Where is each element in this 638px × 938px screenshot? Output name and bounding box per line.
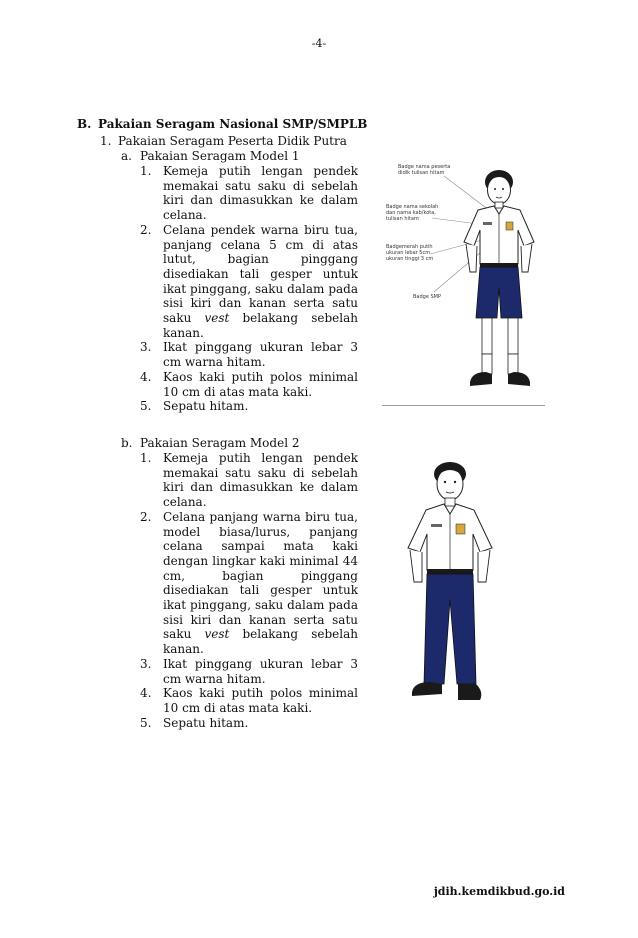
- item-number: 5.: [140, 399, 152, 414]
- item-italic: vest: [204, 311, 230, 326]
- section-title: Pakaian Seragam Nasional SMP/SMPLB: [98, 117, 368, 131]
- callout-badge-red: [386, 244, 433, 262]
- item-text: Kaos kaki putih polos minimal 10 cm di atas mata kaki.: [163, 686, 358, 715]
- item-number: 2.: [140, 509, 152, 524]
- item-text: belakang sebelah kanan.: [163, 627, 358, 657]
- section-letter: B.: [77, 117, 92, 131]
- item-text: Ikat pinggang ukuran lebar 3 cm warna hitam.: [163, 340, 358, 370]
- item-text: Ikat pinggang ukuran lebar 3 cm warna hitam.: [163, 656, 358, 686]
- callout-line: ukuran lebar 5cm: [386, 250, 431, 256]
- item-italic: vest: [204, 627, 230, 642]
- item-number: 1.: [140, 164, 152, 178]
- item-text: belakang sebelah kanan.: [163, 311, 358, 340]
- uniform-model1-illustration: [382, 160, 552, 400]
- figure-divider: [382, 405, 545, 406]
- list-item: [140, 164, 358, 223]
- callout-line: tulisan hitam: [386, 216, 419, 222]
- list-item: [140, 657, 358, 686]
- callout-line: Badge SMP: [413, 294, 442, 300]
- list-item: [140, 340, 358, 369]
- item-number: 3.: [140, 656, 152, 671]
- page-number: -4-: [311, 37, 327, 50]
- footer-url: jdih.kemdikbud.go.id: [433, 885, 565, 898]
- callout-line: didik tulisan hitam: [398, 170, 445, 176]
- item-number: 4.: [140, 686, 152, 701]
- model1-list: [140, 164, 358, 414]
- item-text: Sepatu hitam.: [163, 399, 249, 414]
- model1-letter: a.: [121, 149, 132, 163]
- model2-title: Pakaian Seragam Model 2: [140, 436, 300, 450]
- list-item: [140, 223, 358, 341]
- model2-letter: b.: [121, 436, 133, 450]
- item-text: Celana panjang warna biru tua, model biasa/lurus, panjang celana sampai mata kaki dengan lingkar kaki minimal 44 cm, bagian pinggang disediakan tali gesper untuk ikat pinggang, saku dalam pada sisi kiri dan kanan serta satu saku: [163, 509, 358, 642]
- model2-heading: [121, 436, 299, 450]
- callout-line: Badge nama sekolah: [386, 204, 439, 210]
- uniform-model2-illustration: [400, 460, 510, 710]
- model1-heading: [121, 149, 299, 163]
- list-item: [140, 399, 358, 414]
- item-text: Kemeja putih lengan pendek memakai satu saku di sebelah kiri dan dimasukkan ke dalam celana.: [163, 451, 358, 510]
- model2-list: [140, 451, 358, 730]
- item-number: 1.: [140, 451, 152, 465]
- item-text: Celana pendek warna biru tua, panjang celana 5 cm di atas lutut, bagian pinggang disediakan tali gesper untuk ikat pinggang, saku dalam pada sisi kiri dan kanan serta satu saku: [163, 222, 358, 326]
- callout-line: dan nama kab/kota,: [386, 210, 436, 216]
- callout-line: ukuran tinggi 3 cm: [386, 256, 434, 262]
- list-item: [140, 716, 358, 731]
- item-number: 3.: [140, 340, 152, 355]
- item-number: 2.: [140, 222, 152, 237]
- list-item: [140, 686, 358, 715]
- subsection-title: Pakaian Seragam Peserta Didik Putra: [118, 134, 347, 148]
- item-text: Sepatu hitam.: [163, 715, 249, 730]
- callout-badge-name: [398, 164, 450, 176]
- callout-line: Badge nama peserta: [398, 164, 451, 170]
- subsection-heading: [100, 134, 347, 148]
- section-heading: [77, 117, 367, 131]
- list-item: [140, 451, 358, 510]
- subsection-number: 1.: [100, 134, 112, 148]
- model1-title: Pakaian Seragam Model 1: [140, 149, 300, 163]
- list-item: [140, 370, 358, 399]
- callout-line: Badgemerah putih: [386, 244, 433, 250]
- item-text: Kemeja putih lengan pendek memakai satu saku di sebelah kiri dan dimasukkan ke dalam celana.: [163, 164, 358, 223]
- item-number: 5.: [140, 715, 152, 730]
- item-text: Kaos kaki putih polos minimal 10 cm di atas mata kaki.: [163, 369, 358, 399]
- callout-badge-smp: [413, 294, 441, 300]
- list-item: [140, 510, 358, 657]
- callout-badge-school: [386, 204, 438, 222]
- item-number: 4.: [140, 369, 152, 384]
